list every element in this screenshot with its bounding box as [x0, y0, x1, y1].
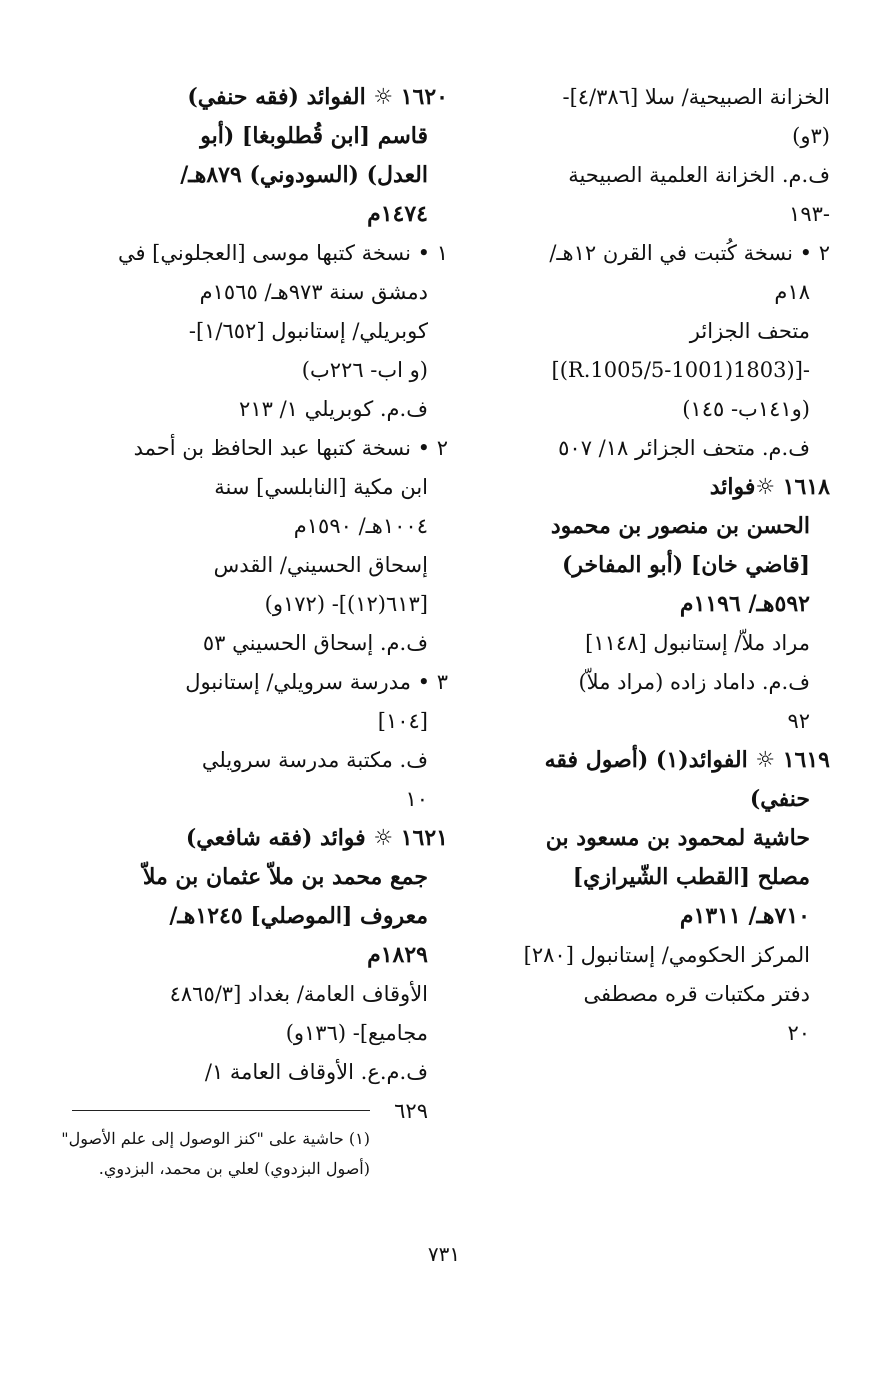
text-line: ٧١٠هـ/ ١٣١١م	[679, 903, 810, 929]
text-line: ١٠٠٤هـ/ ١٥٩٠م	[293, 514, 428, 538]
text-line: دفتر مكتبات قره مصطفى	[583, 982, 810, 1006]
text-line: ١٦١٩ ☼ الفوائد(١) (أصول فقه	[544, 747, 830, 773]
text-line: حنفي)	[749, 786, 810, 812]
text-line: مجاميع]- (١٣٦و)	[285, 1021, 428, 1045]
text-line: ف.م. الخزانة العلمية الصبيحية	[568, 163, 830, 187]
text-line: العدل) (السودوني) ٨٧٩هـ/	[180, 162, 428, 188]
footnote-rule	[72, 1110, 370, 1111]
text-line: معروف [الموصلي] ١٢٤٥هـ/	[169, 903, 428, 929]
text-line: ١٦٢٠ ☼ الفوائد (فقه حنفي)	[187, 84, 448, 110]
text-line: ٢٠	[787, 1021, 810, 1045]
text-line: ١٦١٨ ☼فوائد	[709, 474, 830, 500]
text-line: ٢ • نسخة كتبها عبد الحافظ بن أحمد	[133, 436, 448, 460]
text-line: [٦١٣(١٢)]- (١٧٢و)	[264, 592, 428, 616]
text-line: ٢ • نسخة كُتبت في القرن ١٢هـ/	[549, 241, 830, 265]
text-line: ٣ • مدرسة سرويلي/ إستانبول	[185, 670, 448, 694]
text-line: ١٨م	[774, 280, 810, 304]
text-line: جمع محمد بن ملاّ عثمان بن ملاّ	[142, 864, 428, 890]
footnote-line-2: (أصول البزدوي) لعلي بن محمد، البزدوي.	[98, 1159, 370, 1178]
text-line: ١٨٢٩م	[367, 942, 428, 968]
text-line: ٦٢٩	[394, 1099, 428, 1123]
text-line: قاسم [ابن قُطلوبغا] (أبو	[200, 123, 428, 149]
text-line: ١ • نسخة كتبها موسى [العجلوني] في	[117, 241, 448, 265]
text-line: المركز الحكومي/ إستانبول [٢٨٠]	[523, 943, 810, 967]
text-line: الحسن بن منصور بن محمود	[550, 513, 810, 539]
text-line: الأوقاف العامة/ بغداد [٤٨٦٥/٣	[169, 982, 428, 1006]
left-column	[103, 78, 448, 1131]
text-line: [قاضي خان] (أبو المفاخر)	[561, 552, 810, 578]
text-line: ابن مكية [النابلسي] سنة	[214, 475, 428, 499]
text-line: (٣و)	[792, 124, 830, 148]
text-line: ١٠	[405, 787, 428, 811]
text-line: كوبريلي/ إستانبول [١/٦٥٢]-	[188, 319, 428, 343]
text-line: ٩٢	[787, 709, 810, 733]
right-column	[498, 78, 830, 1053]
text-line: ف.م. داماد زاده (مراد ملاّ)	[578, 670, 810, 694]
text-line: إسحاق الحسيني/ القدس	[213, 553, 428, 577]
text-line: -[(1803(1001-R.1005/5)]	[551, 358, 810, 382]
text-line: [١٠٤]	[377, 709, 428, 733]
text-line: ١٤٧٤م	[367, 201, 428, 227]
text-line: ف. مكتبة مدرسة سرويلي	[201, 748, 428, 772]
page-number: ٧٣١	[427, 1242, 461, 1266]
text-line: ف.م.ع. الأوقاف العامة ١/	[204, 1060, 428, 1084]
text-line: ف.م. متحف الجزائر ١٨/ ٥٠٧	[558, 436, 810, 460]
text-line: مصلح [القطب الشّيرازي]	[572, 864, 810, 890]
text-line: مراد ملاّ/ إستانبول [١١٤٨]	[585, 631, 810, 655]
text-line: متحف الجزائر	[689, 319, 810, 343]
text-line: -١٩٣	[789, 202, 830, 226]
text-line: حاشية لمحمود بن مسعود بن	[545, 825, 810, 851]
text-line: الخزانة الصبيحية/ سلا [٤/٣٨٦]-	[562, 85, 830, 109]
text-line: ٥٩٢هـ/ ١١٩٦م	[679, 591, 810, 617]
text-line: ١٦٢١ ☼ فوائد (فقه شافعي)	[185, 825, 448, 851]
footnote	[60, 1124, 370, 1184]
text-line: دمشق سنة ٩٧٣هـ/ ١٥٦٥م	[199, 280, 428, 304]
text-line: ف.م. كوبريلي ١/ ٢١٣	[239, 397, 428, 421]
text-line: (و١٤١ب- ١٤٥)	[682, 397, 810, 421]
text-line: (و اب- ٢٢٦ب)	[301, 358, 428, 382]
footnote-line-1: (١) حاشية على "كنز الوصول إلى علم الأصول"	[61, 1129, 370, 1148]
text-line: ف.م. إسحاق الحسيني ٥٣	[202, 631, 428, 655]
